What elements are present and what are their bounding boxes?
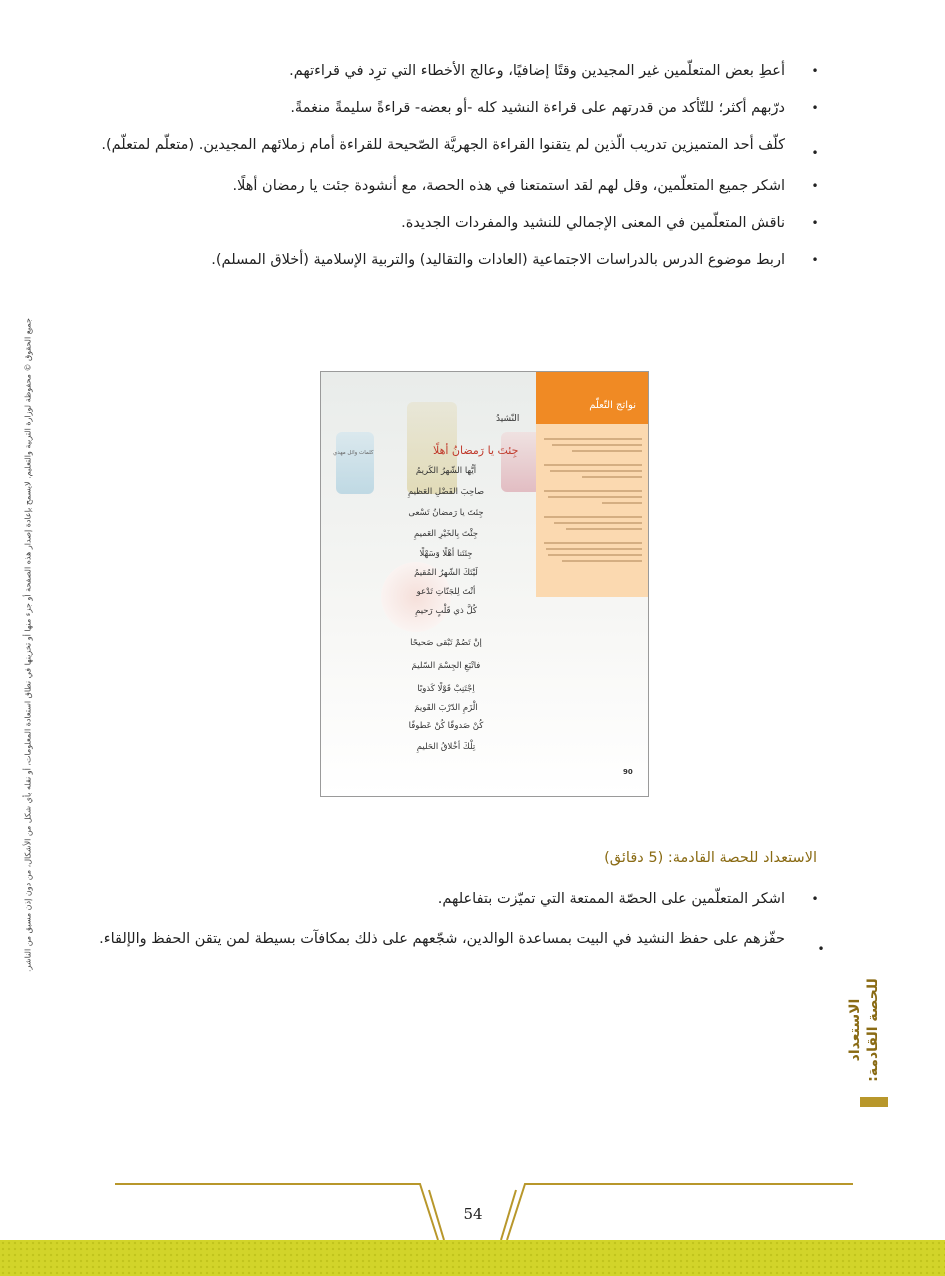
learning-outcomes-title: نواتج التّعلّم (589, 400, 636, 411)
outcome-text-line (602, 502, 642, 504)
copyright-note: جميع الحقوق © محفوظة لوزارة التربية والتعليم. لايسمح بإعادة إصدار هذه الصفحة أو جزء منها أو تخزينها في نطاق استعادة المعلومات، أو نقله بأي شكل من الأشكال، من دون إذن مسبق من الناشر. (23, 318, 33, 972)
poem-title: جِئتَ يا رَمضانُ أهلًا (433, 444, 519, 457)
footer-left-line (115, 1184, 438, 1240)
poem-line: صاحِبَ الفَضْلِ العَظيمِ (407, 487, 485, 497)
poem-author: كلمات وائل مهدي (333, 450, 374, 456)
list-item: • كلّف أحد المتميزين تدريب الّذين لم يتقنوا القراءة الجهريَّة الصّحيحة للقراءة أمام زملائهم المجيدين. (متعلّم لمتعلّم). (25, 127, 825, 164)
bullet-icon: • (817, 942, 825, 956)
poem-line: كُنْ صَدوقًا كُنْ عَطوفًا (408, 721, 484, 731)
poem-line: تِلْكَ أخْلاقُ الحَليمِ (416, 742, 476, 752)
bullet-icon: • (811, 892, 819, 906)
poem-line: جِئتَنا أهْلًا وَسَهْلًا (419, 549, 473, 559)
band-pattern (0, 1240, 945, 1276)
list-item: • اشكر جميع المتعلّمين، وقل لهم لقد استمتعنا في هذه الحصة، مع أنشودة جئت يا رمضان أهلًا. (25, 176, 825, 196)
outcome-text-line (572, 450, 642, 452)
outcome-text-line (552, 444, 642, 446)
lantern-illustration (501, 432, 541, 492)
bullet-icon: • (811, 146, 819, 160)
poem-line: فاتْبَعِ الجِسْمَ السّليمَ (411, 661, 481, 671)
gold-marker (860, 1097, 888, 1107)
outcome-text-line (544, 516, 642, 518)
poem-line: كُلَّ ذي قَلْبٍ رَحيمِ (415, 606, 477, 616)
poem-line: جِئْتَ بِالخَيْرِ العَميمِ (413, 529, 479, 539)
book-page-number: 90 (623, 768, 633, 776)
outcome-text-line (544, 464, 642, 466)
page-number: 54 (463, 1205, 483, 1223)
poem-line: جِئتَ يا رَمضانُ تَسْعى (408, 508, 484, 518)
poem-line: لَيْتَكَ الشّهرُ المُقيمُ (414, 568, 478, 578)
footer-band (0, 1240, 945, 1276)
section-heading: الاستعداد للحصة القادمة: (5 دقائق) (604, 850, 817, 866)
list-item: • حفّزهم على حفظ النشيد في البيت بمساعدة الوالدين، شجّعهم على ذلك بمكافآت بسيطة لمن يتقن الحفظ والإلقاء. (25, 919, 825, 959)
lantern-illustration (336, 432, 374, 494)
outcome-text-line (544, 438, 642, 440)
poem-line: اِجْتَنِبْ قَوْلًا كَذوبًا (417, 684, 475, 694)
list-item: • اشكر المتعلّمين على الحصّة الممتعة التي تميّزت بتفاعلهم. (25, 889, 825, 909)
bullet-icon: • (811, 101, 819, 115)
outcome-text-line (544, 542, 642, 544)
learning-outcomes-box (536, 372, 648, 597)
poem-line: إنْ تَصُمْ تَبْقى صَحيحًا (410, 638, 482, 648)
list-item: • أعطِ بعض المتعلّمين غير المجيدين وقتًا إضافيًا، وعالج الأخطاء التي ترِد في قراءتهم. (25, 61, 825, 81)
instruction-list (25, 61, 825, 270)
list-item: • ناقش المتعلّمين في المعنى الإجمالي للنشيد والمفردات الجديدة. (25, 213, 825, 233)
poem-line: الْزَمِ الدّرْبَ القَويمَ (414, 703, 478, 713)
learning-outcomes-header (536, 372, 648, 424)
prep-list (25, 889, 825, 959)
outcome-text-line (548, 496, 642, 498)
outcome-text-line (544, 490, 642, 492)
poem-line: أيُّها الشّهرُ الكَريمُ (415, 466, 477, 476)
bullet-icon: • (811, 216, 819, 230)
bullet-icon: • (811, 179, 819, 193)
side-section-label: الاستعداد للحصة القادمة: (847, 978, 881, 1082)
nasheed-label: النّشيدُ (496, 414, 520, 424)
bullet-icon: • (811, 253, 819, 267)
bullet-icon: • (811, 64, 819, 78)
outcome-text-line (582, 476, 642, 478)
outcome-text-line (550, 470, 642, 472)
outcome-text-line (548, 554, 642, 556)
student-book-page (320, 371, 649, 797)
list-item: • درّبهم أكثر؛ للتّأكد من قدرتهم على قراءة النشيد كله -أو بعضه- قراءةً سليمةً منغمةً. (25, 98, 825, 118)
footer-right-line (507, 1184, 853, 1240)
poem-line: أنْتَ لِلجَنّاتِ تَدْعو (416, 587, 476, 597)
outcome-text-line (554, 522, 642, 524)
outcome-text-line (546, 548, 642, 550)
list-item: • اربط موضوع الدرس بالدراسات الاجتماعية (العادات والتقاليد) والتربية الإسلامية (أخلاق المسلم). (25, 250, 825, 270)
outcome-text-line (566, 528, 642, 530)
outcome-text-line (562, 560, 642, 562)
